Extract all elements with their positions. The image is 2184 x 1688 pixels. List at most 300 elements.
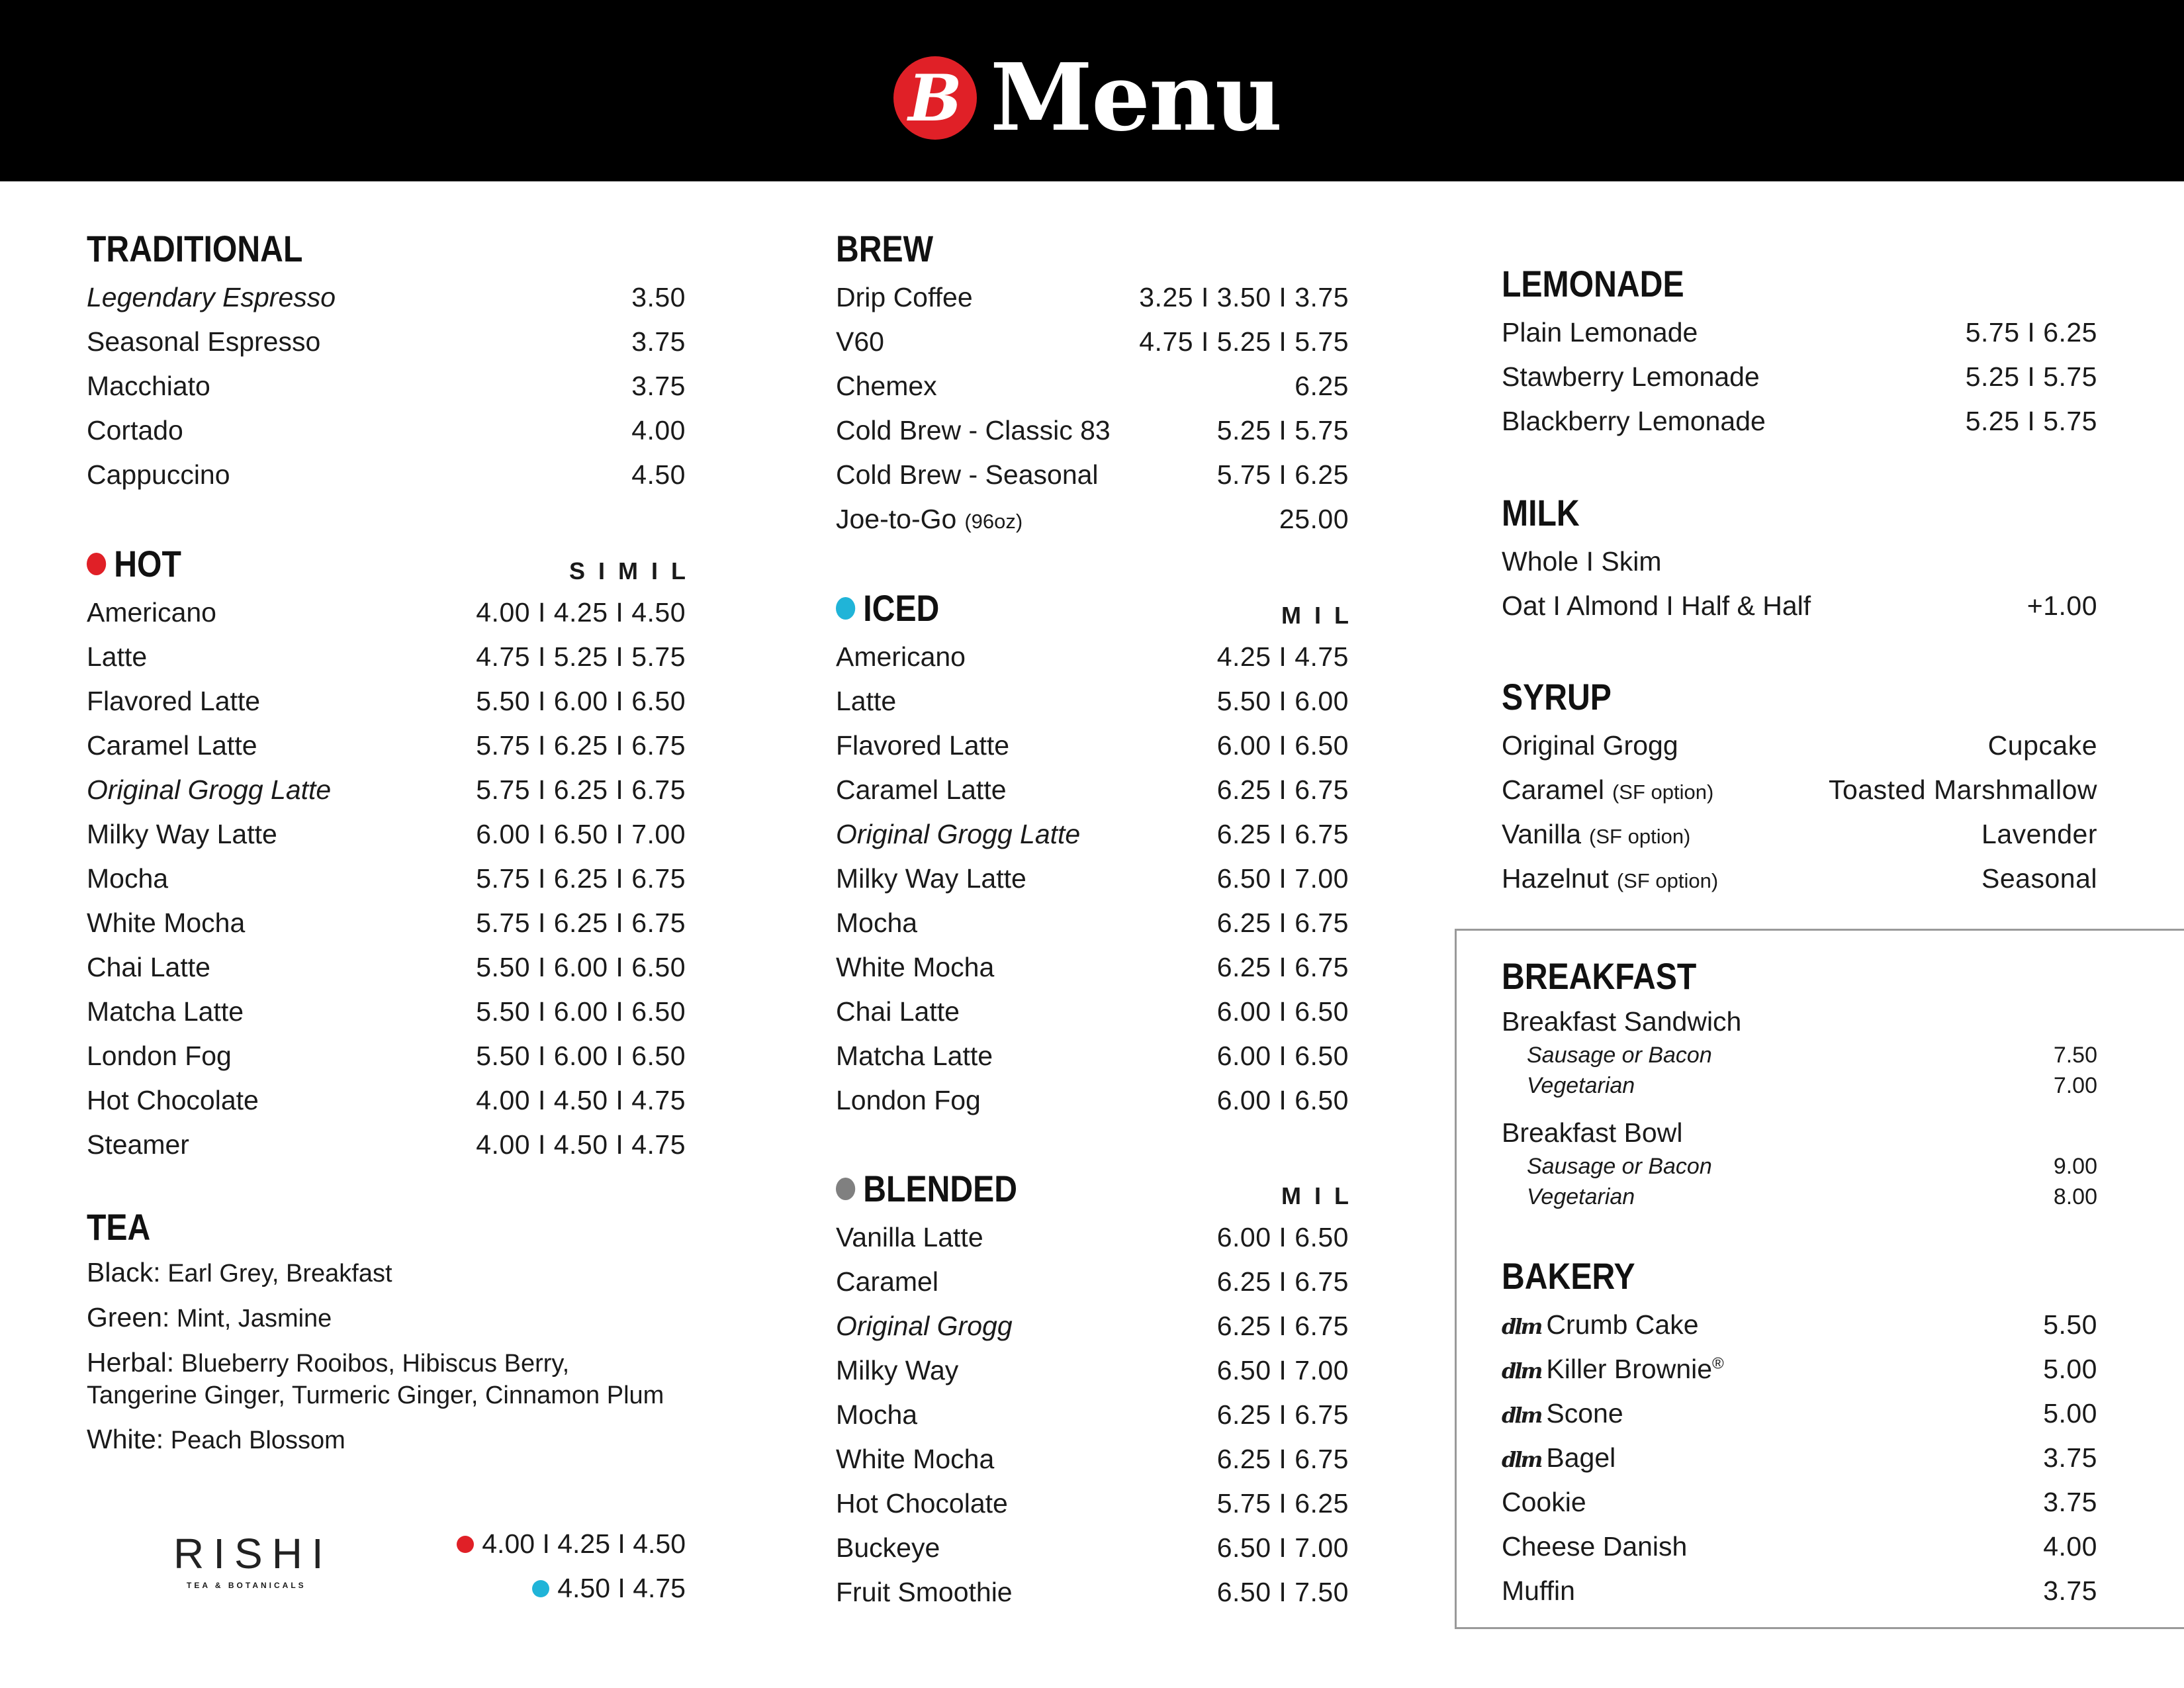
item-name: Muffin — [1502, 1575, 1575, 1606]
column-left — [87, 0, 686, 1688]
item-price: 4.00 — [631, 415, 686, 445]
breakfast-option — [1502, 1040, 2097, 1070]
option-name: Sausage or Bacon — [1527, 1042, 1712, 1068]
menu-item — [87, 857, 686, 901]
menu-item — [836, 497, 1349, 541]
item-price: 3.75 — [2043, 1487, 2097, 1517]
item-name-group — [87, 774, 331, 806]
item-price: 4.00 I 4.50 I 4.75 — [476, 1129, 686, 1160]
item-price: Lavender — [1981, 819, 2097, 849]
menu-title: Menu — [990, 44, 1281, 152]
item-name: Caramel — [1502, 774, 1604, 805]
menu-item — [836, 724, 1349, 768]
item-name-group — [87, 641, 147, 673]
item-note: (SF option) — [1612, 780, 1714, 804]
signature-mark-icon: dlm — [1502, 1358, 1541, 1383]
item-name: Steamer — [87, 1129, 189, 1160]
size-labels: S I M I L — [569, 557, 686, 585]
section-title: BREAKFAST — [1502, 955, 1697, 997]
item-name-group — [836, 1222, 983, 1253]
item-name: Stawberry Lemonade — [1502, 361, 1760, 392]
menu-item — [1502, 1347, 2097, 1391]
item-price: 6.25 I 6.75 — [1216, 774, 1349, 805]
item-name-group — [836, 282, 973, 313]
menu-item — [836, 945, 1349, 990]
item-name: Blackberry Lemonade — [1502, 406, 1766, 436]
tea-line — [87, 1423, 686, 1456]
price: 4.50 I 4.75 — [557, 1573, 686, 1603]
menu-item — [87, 320, 686, 364]
item-name: Americano — [87, 597, 216, 628]
item-name-group — [836, 1041, 993, 1072]
item-name-group — [1502, 863, 1718, 894]
item-price: 6.00 I 6.50 — [1216, 1222, 1349, 1252]
iced-dot-icon — [836, 597, 855, 620]
item-price: 6.25 I 6.75 — [1216, 819, 1349, 849]
section-blended — [836, 1162, 1349, 1615]
item-name: Americano — [836, 641, 966, 672]
price: 4.00 I 4.25 I 4.50 — [482, 1528, 686, 1559]
tea-hot-price — [457, 1528, 686, 1560]
item-price: 3.75 — [631, 371, 686, 401]
item-name-group — [836, 686, 896, 717]
item-price: 5.75 I 6.25 I 6.75 — [476, 863, 686, 894]
size-labels: M I L — [1281, 602, 1349, 629]
breakfast-option — [1502, 1182, 2097, 1212]
item-price: 4.00 — [2043, 1531, 2097, 1562]
size-labels: M I L — [1281, 1182, 1349, 1209]
section-syrup — [1502, 671, 2097, 901]
item-price: 4.25 I 4.75 — [1216, 641, 1349, 672]
item-name: Joe-to-Go — [836, 504, 957, 534]
menu-item — [836, 1526, 1349, 1570]
section-title: LEMONADE — [1502, 263, 1684, 305]
menu-item — [1502, 812, 2097, 857]
menu-item — [1502, 768, 2097, 812]
item-price: 5.75 I 6.25 — [1216, 459, 1349, 490]
item-name-group — [1502, 1309, 1699, 1340]
section-title-row — [87, 538, 602, 590]
item-name-group — [87, 415, 183, 446]
item-name: Drip Coffee — [836, 282, 973, 312]
item-price: 4.50 — [631, 459, 686, 490]
menu-item — [1502, 1480, 2097, 1524]
item-name-group — [836, 819, 1080, 850]
item-name: Latte — [836, 686, 897, 716]
item-note: (96oz) — [964, 510, 1023, 533]
tea-varieties: Earl Grey, Breakfast — [160, 1260, 392, 1288]
item-name: Milky Way Latte — [836, 863, 1026, 894]
item-name-group — [1502, 1575, 1575, 1607]
item-price: 5.75 I 6.25 I 6.75 — [476, 774, 686, 805]
item-name-group — [87, 908, 245, 939]
item-note: (SF option) — [1589, 825, 1691, 848]
option-name: Vegetarian — [1527, 1184, 1635, 1209]
item-price: 4.75 I 5.25 I 5.75 — [1139, 326, 1349, 357]
signature-mark-icon: dlm — [1502, 1447, 1541, 1472]
iced-dot-icon — [532, 1580, 549, 1597]
item-price: 6.00 I 6.50 — [1216, 1041, 1349, 1071]
item-name-group — [87, 730, 257, 761]
item-price: 6.50 I 7.00 — [1216, 863, 1349, 894]
tea-category: Herbal: — [87, 1347, 175, 1378]
hot-dot-icon — [457, 1536, 474, 1553]
menu-item — [836, 768, 1349, 812]
item-price: 5.75 I 6.25 I 6.75 — [476, 730, 686, 761]
item-name-group — [87, 996, 244, 1027]
item-name: Fruit Smoothie — [836, 1577, 1013, 1607]
item-price: 4.75 I 5.25 I 5.75 — [476, 641, 686, 672]
menu-item — [836, 1260, 1349, 1304]
item-price: 4.00 I 4.50 I 4.75 — [476, 1085, 686, 1115]
item-name-group — [87, 863, 168, 894]
menu-item — [87, 408, 686, 453]
item-name-group — [1502, 1354, 1724, 1385]
menu-item — [836, 901, 1349, 945]
item-name: Cheese Danish — [1502, 1531, 1688, 1562]
tea-varieties: Peach Blossom — [163, 1427, 345, 1454]
option-price: 8.00 — [2053, 1184, 2097, 1209]
item-price: 3.75 — [2043, 1575, 2097, 1606]
item-name-group — [87, 1085, 259, 1116]
item-price: 6.00 I 6.50 — [1216, 1085, 1349, 1115]
item-name-group — [87, 371, 210, 402]
item-name: Cold Brew - Classic 83 — [836, 415, 1111, 445]
menu-item — [836, 1393, 1349, 1437]
item-name: London Fog — [836, 1085, 981, 1115]
option-name: Vegetarian — [1527, 1072, 1635, 1098]
item-name-group — [1502, 819, 1690, 850]
item-price: 3.25 I 3.50 I 3.75 — [1139, 282, 1349, 312]
menu-item — [87, 364, 686, 408]
spacer — [1502, 1101, 2097, 1114]
tea-line — [87, 1256, 686, 1289]
tea-line — [87, 1346, 686, 1411]
menu-item — [836, 1034, 1349, 1078]
item-name-group — [836, 459, 1099, 491]
menu-item — [836, 812, 1349, 857]
item-price: 5.50 I 6.00 I 6.50 — [476, 996, 686, 1027]
menu-item — [1502, 1391, 2097, 1436]
item-name-group — [836, 1355, 958, 1386]
section-bakery — [1502, 1250, 2097, 1613]
item-price: 6.00 I 6.50 I 7.00 — [476, 819, 686, 849]
item-price: 5.00 — [2043, 1354, 2097, 1384]
item-price: 3.75 — [2043, 1442, 2097, 1473]
menu-item — [836, 453, 1349, 497]
breakfast-item: Breakfast Sandwich — [1502, 1006, 1742, 1037]
menu-item — [836, 857, 1349, 901]
item-name: Scone — [1546, 1398, 1623, 1429]
item-name: Cortado — [87, 415, 183, 445]
item-price: 3.75 — [631, 326, 686, 357]
item-name-group — [87, 282, 336, 313]
item-name: Oat I Almond I Half & Half — [1502, 590, 1811, 621]
item-name: Whole I Skim — [1502, 546, 1662, 577]
breakfast-option — [1502, 1151, 2097, 1182]
menu-item — [87, 679, 686, 724]
item-name-group — [836, 1266, 938, 1297]
item-name: Original Grogg Latte — [836, 819, 1081, 849]
menu-item — [87, 275, 686, 320]
item-name: Original Grogg Latte — [87, 774, 332, 805]
item-name-group — [87, 952, 210, 983]
section-title: SYRUP — [1502, 676, 1612, 718]
hot-dot-icon — [87, 553, 106, 575]
item-name-group — [87, 326, 320, 357]
item-name-group — [1502, 546, 1662, 577]
menu-item — [87, 945, 686, 990]
menu-item — [1502, 310, 2097, 355]
section-hot — [87, 538, 686, 1167]
menu-item — [87, 901, 686, 945]
item-price: 5.25 I 5.75 — [1965, 361, 2097, 392]
item-name-group — [836, 415, 1111, 446]
item-price: 5.50 I 6.00 I 6.50 — [476, 686, 686, 716]
signature-mark-icon: dlm — [1502, 1403, 1541, 1428]
item-name-group — [1502, 1398, 1623, 1429]
item-name-group — [836, 504, 1023, 535]
item-price: 6.00 I 6.50 — [1216, 730, 1349, 761]
item-note: (SF option) — [1616, 869, 1719, 892]
item-name: Hot Chocolate — [836, 1488, 1008, 1519]
section-title: HOT — [114, 543, 181, 585]
section-title: BAKERY — [1502, 1255, 1635, 1297]
item-name-group — [87, 1041, 232, 1072]
item-name-group — [1502, 730, 1678, 761]
menu-item — [836, 679, 1349, 724]
section-breakfast — [1502, 950, 2097, 1212]
item-name-group — [836, 996, 960, 1027]
item-price: 6.00 I 6.50 — [1216, 996, 1349, 1027]
item-price: 6.50 I 7.00 — [1216, 1355, 1349, 1385]
item-price: 5.75 I 6.25 I 6.75 — [476, 908, 686, 938]
item-name: Chai Latte — [836, 996, 960, 1027]
section-title: TEA — [87, 1206, 151, 1248]
item-name: Mocha — [87, 863, 169, 894]
item-name: Cold Brew - Seasonal — [836, 459, 1099, 490]
item-name-group — [836, 863, 1026, 894]
item-name: Chemex — [836, 371, 937, 401]
section-title: TRADITIONAL — [87, 228, 303, 269]
menu-item — [1502, 399, 2097, 444]
item-name: Chai Latte — [87, 952, 210, 982]
breakfast-option — [1502, 1070, 2097, 1101]
item-price: 6.50 I 7.50 — [1216, 1577, 1349, 1607]
item-price: 5.50 I 6.00 I 6.50 — [476, 1041, 686, 1071]
section-title: BREW — [836, 228, 934, 269]
breakfast-groups — [1502, 1003, 2097, 1212]
item-name: Hazelnut — [1502, 863, 1609, 894]
item-name: Original Grogg — [1502, 730, 1678, 761]
item-name: Flavored Latte — [836, 730, 1010, 761]
menu-item — [1502, 1524, 2097, 1569]
item-name: Seasonal Espresso — [87, 326, 321, 357]
menu-item — [836, 275, 1349, 320]
item-price: 5.75 I 6.25 — [1965, 317, 2097, 348]
item-name: Plain Lemonade — [1502, 317, 1698, 348]
section-tea — [87, 1201, 686, 1468]
item-price: Toasted Marshmallow — [1829, 774, 2097, 805]
item-name-group — [1502, 317, 1698, 348]
option-price: 7.00 — [2053, 1072, 2097, 1098]
item-name-group — [836, 730, 1009, 761]
item-name: Mocha — [836, 1399, 918, 1430]
item-name: Buckeye — [836, 1532, 940, 1563]
menu-item — [836, 1348, 1349, 1393]
column-right — [1502, 0, 2097, 1688]
item-price: 5.00 — [2043, 1398, 2097, 1429]
item-name: Vanilla — [1502, 819, 1582, 849]
rishi-wordmark: RISHI — [173, 1530, 333, 1577]
item-name-group — [1502, 1442, 1615, 1474]
section-title: MILK — [1502, 492, 1580, 534]
menu-item — [836, 1304, 1349, 1348]
item-price: 6.25 I 6.75 — [1216, 1311, 1349, 1341]
section-title: ICED — [863, 587, 940, 629]
item-name: Killer Brownie — [1546, 1354, 1713, 1384]
menu-item — [87, 812, 686, 857]
item-name: Mocha — [836, 908, 918, 938]
menu-item — [87, 635, 686, 679]
item-name: Flavored Latte — [87, 686, 261, 716]
item-name-group — [1502, 774, 1713, 806]
item-name: Milky Way Latte — [87, 819, 277, 849]
section-title-row — [836, 1162, 1277, 1215]
item-price: 6.50 I 7.00 — [1216, 1532, 1349, 1563]
signature-mark-icon: dlm — [1502, 1314, 1541, 1339]
tea-lines — [87, 1256, 686, 1456]
item-name-group — [836, 1444, 994, 1475]
item-price: 25.00 — [1279, 504, 1349, 534]
item-name-group — [1502, 590, 1811, 622]
menu-item — [836, 1437, 1349, 1481]
item-name: Original Grogg — [836, 1311, 1013, 1341]
item-price: 5.25 I 5.75 — [1965, 406, 2097, 436]
item-name-group — [836, 774, 1007, 806]
menu-item — [87, 724, 686, 768]
tea-category: Green: — [87, 1302, 170, 1333]
tea-varieties: Blueberry Rooibos, Hibiscus Berry, Tangerine Ginger, Turmeric Ginger, Cinnamon Plum — [87, 1350, 664, 1409]
item-name: White Mocha — [836, 952, 995, 982]
item-name-group — [836, 1532, 940, 1564]
option-name: Sausage or Bacon — [1527, 1153, 1712, 1179]
item-name: Crumb Cake — [1546, 1309, 1699, 1340]
tea-line — [87, 1301, 686, 1335]
tea-category: White: — [87, 1424, 164, 1454]
menu-item — [1502, 857, 2097, 901]
item-name-group — [87, 686, 260, 717]
item-price: 3.50 — [631, 282, 686, 312]
menu-item — [87, 1034, 686, 1078]
item-name: Cappuccino — [87, 459, 230, 490]
tea-varieties: Mint, Jasmine — [169, 1305, 332, 1333]
item-name-group — [836, 952, 994, 983]
item-price: Seasonal — [1981, 863, 2097, 894]
item-name: Legendary Espresso — [87, 282, 336, 312]
menu-item — [836, 635, 1349, 679]
menu-item — [836, 1570, 1349, 1615]
menu-item — [836, 1078, 1349, 1123]
menu-item — [1502, 584, 2097, 628]
menu-item — [836, 320, 1349, 364]
item-name-group — [1502, 361, 1760, 393]
item-name: Latte — [87, 641, 148, 672]
item-name-group — [1502, 1487, 1586, 1518]
section-title-row — [836, 582, 1277, 635]
item-price: 6.25 I 6.75 — [1216, 952, 1349, 982]
item-price: 5.50 I 6.00 I 6.50 — [476, 952, 686, 982]
blended-dot-icon — [836, 1178, 855, 1200]
item-name: Caramel Latte — [87, 730, 257, 761]
menu-item — [87, 768, 686, 812]
item-name: Matcha Latte — [836, 1041, 993, 1071]
tea-category: Black: — [87, 1257, 161, 1288]
item-name: Caramel — [836, 1266, 938, 1297]
tea-iced-price — [532, 1573, 686, 1604]
item-name-group — [87, 597, 216, 628]
menu-item — [836, 1481, 1349, 1526]
item-name-group — [836, 1085, 981, 1116]
item-name-group — [836, 908, 917, 939]
option-price: 7.50 — [2053, 1042, 2097, 1068]
section-iced — [836, 582, 1349, 1123]
item-price: Cupcake — [1987, 730, 2097, 761]
item-name-group — [836, 326, 884, 357]
section-brew — [836, 222, 1349, 541]
section-traditional — [87, 222, 686, 497]
menu-item — [1502, 724, 2097, 768]
menu-item — [1502, 539, 2097, 584]
item-price: 5.25 I 5.75 — [1216, 415, 1349, 445]
menu-item — [87, 1078, 686, 1123]
rishi-tagline: TEA & BOTANICALS — [187, 1581, 306, 1590]
item-name-group — [87, 819, 277, 850]
menu-item — [836, 1215, 1349, 1260]
item-name: Hot Chocolate — [87, 1085, 259, 1115]
item-price: 6.25 I 6.75 — [1216, 1266, 1349, 1297]
menu-item — [1502, 1303, 2097, 1347]
item-name: V60 — [836, 326, 884, 357]
item-name: Bagel — [1546, 1442, 1616, 1473]
column-middle — [836, 0, 1349, 1688]
item-name-group — [1502, 1531, 1687, 1562]
item-name-group — [836, 641, 966, 673]
menu-item — [87, 453, 686, 497]
menu-item — [836, 408, 1349, 453]
item-name-group — [836, 1399, 917, 1430]
item-price: 5.50 — [2043, 1309, 2097, 1340]
item-name-group — [87, 1129, 189, 1160]
menu-item — [87, 1123, 686, 1167]
item-name: Cookie — [1502, 1487, 1586, 1517]
item-price: 6.25 I 6.75 — [1216, 1444, 1349, 1474]
item-name-group — [836, 371, 937, 402]
item-price: +1.00 — [2026, 590, 2097, 621]
menu-item — [1502, 1436, 2097, 1480]
item-name: Caramel Latte — [836, 774, 1007, 805]
breakfast-item: Breakfast Bowl — [1502, 1117, 1683, 1148]
item-name-group — [836, 1577, 1013, 1608]
item-name-group — [87, 459, 230, 491]
menu-item — [1502, 1569, 2097, 1613]
item-name: White Mocha — [87, 908, 246, 938]
registered-mark: ® — [1712, 1354, 1724, 1373]
item-name-group — [836, 1488, 1008, 1519]
item-price: 5.50 I 6.00 — [1216, 686, 1349, 716]
item-name: Vanilla Latte — [836, 1222, 983, 1252]
logo-b-icon: B — [893, 56, 977, 140]
